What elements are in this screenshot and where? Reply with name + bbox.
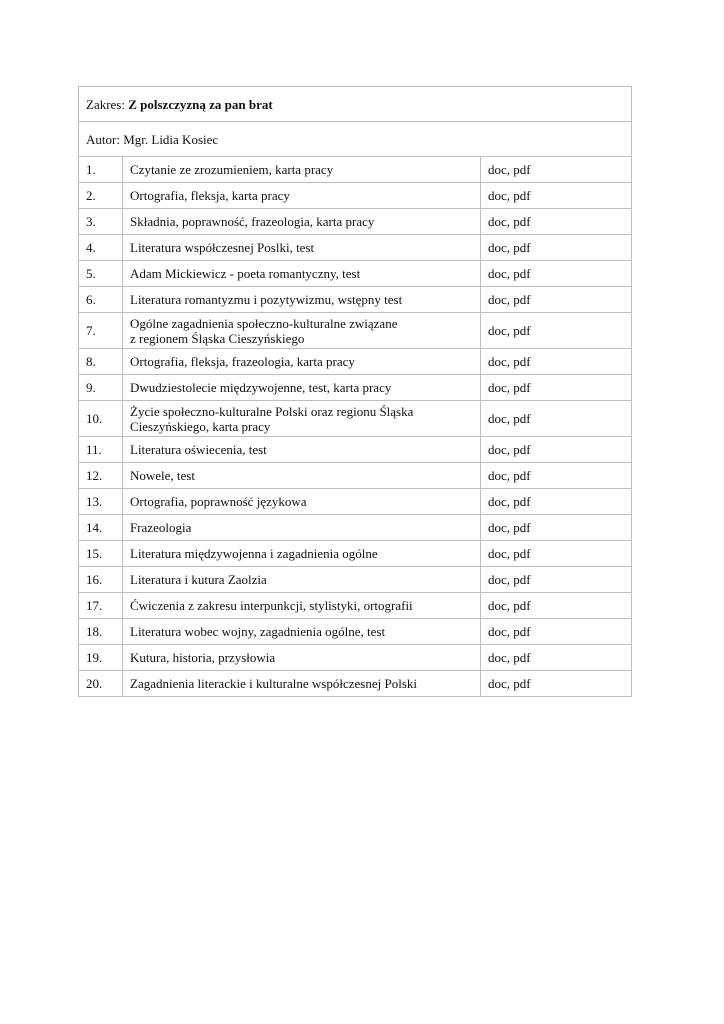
row-title-line: Kutura, historia, przysłowia [130, 650, 276, 665]
row-format: doc, pdf [481, 261, 632, 287]
row-title [123, 157, 481, 183]
row-title-line: Ortografia, poprawność językowa [130, 494, 307, 509]
row-title-line: Składnia, poprawność, frazeologia, karta pracy [130, 214, 375, 229]
table-row [79, 489, 632, 515]
row-format: doc, pdf [481, 489, 632, 515]
table-row [79, 287, 632, 313]
autor-label: Autor: [86, 131, 120, 147]
table-row [79, 645, 632, 671]
row-title-line: Nowele, test [130, 468, 195, 483]
row-title [123, 593, 481, 619]
row-number: 4. [79, 235, 123, 261]
autor-cell [79, 122, 632, 157]
row-title-line: Ćwiczenia z zakresu interpunkcji, stylistyki, ortografii [130, 598, 413, 613]
row-format: doc, pdf [481, 287, 632, 313]
row-title-line: Ortografia, fleksja, frazeologia, karta pracy [130, 354, 355, 369]
row-format: doc, pdf [481, 157, 632, 183]
table-row [79, 183, 632, 209]
table-row [79, 463, 632, 489]
autor-row [79, 122, 632, 157]
row-title-line: Adam Mickiewicz - poeta romantyczny, test [130, 266, 361, 281]
row-number: 12. [79, 463, 123, 489]
row-number: 8. [79, 349, 123, 375]
row-format: doc, pdf [481, 235, 632, 261]
row-title [123, 567, 481, 593]
row-format: doc, pdf [481, 437, 632, 463]
table-row [79, 593, 632, 619]
row-number: 11. [79, 437, 123, 463]
table-row [79, 261, 632, 287]
row-title [123, 437, 481, 463]
zakres-cell [79, 87, 632, 122]
row-number: 5. [79, 261, 123, 287]
table-row [79, 235, 632, 261]
row-number: 16. [79, 567, 123, 593]
table-row [79, 401, 632, 437]
row-title-line: Ogólne zagadnienia społeczno-kulturalne związane [130, 315, 398, 331]
table-row [79, 375, 632, 401]
row-title-line: Literatura współczesnej Poslki, test [130, 240, 315, 255]
row-number: 18. [79, 619, 123, 645]
row-format: doc, pdf [481, 671, 632, 697]
table-row [79, 567, 632, 593]
row-title [123, 619, 481, 645]
row-number: 7. [79, 313, 123, 349]
row-format: doc, pdf [481, 593, 632, 619]
row-number: 13. [79, 489, 123, 515]
row-number: 19. [79, 645, 123, 671]
row-title [123, 463, 481, 489]
row-title [123, 287, 481, 313]
row-format: doc, pdf [481, 183, 632, 209]
row-number: 9. [79, 375, 123, 401]
row-format: doc, pdf [481, 645, 632, 671]
row-title [123, 401, 481, 437]
row-title-line: z regionem Śląska Cieszyńskiego [130, 330, 305, 346]
row-format: doc, pdf [481, 375, 632, 401]
row-number: 14. [79, 515, 123, 541]
row-title-line: Ortografia, fleksja, karta pracy [130, 188, 290, 203]
row-number: 3. [79, 209, 123, 235]
table-row [79, 349, 632, 375]
row-number: 2. [79, 183, 123, 209]
row-title [123, 671, 481, 697]
row-title [123, 209, 481, 235]
table-row [79, 209, 632, 235]
row-format: doc, pdf [481, 401, 632, 437]
row-title-line: Frazeologia [130, 520, 192, 535]
row-title-line: Literatura oświecenia, test [130, 442, 267, 457]
table-row [79, 515, 632, 541]
materials-table-body [79, 87, 632, 697]
table-row [79, 157, 632, 183]
row-title-line: Literatura romantyzmu i pozytywizmu, wstępny test [130, 292, 403, 307]
row-title-line: Czytanie ze zrozumieniem, karta pracy [130, 162, 334, 177]
row-title [123, 235, 481, 261]
row-title [123, 645, 481, 671]
materials-table [78, 86, 632, 697]
row-title-line: Cieszyńskiego, karta pracy [130, 418, 271, 434]
row-title-line: Zagadnienia literackie i kulturalne współczesnej Polski [130, 676, 417, 691]
row-number: 17. [79, 593, 123, 619]
zakres-value: Z polszczyzną za pan brat [128, 96, 273, 112]
table-row [79, 437, 632, 463]
row-title-line: Dwudziestolecie międzywojenne, test, karta pracy [130, 380, 392, 395]
table-row [79, 619, 632, 645]
row-title-line: Literatura wobec wojny, zagadnienia ogólne, test [130, 624, 386, 639]
row-format: doc, pdf [481, 463, 632, 489]
zakres-label: Zakres: [86, 96, 125, 112]
row-title-line: Literatura i kutura Zaolzia [130, 572, 267, 587]
row-title [123, 541, 481, 567]
table-row [79, 541, 632, 567]
row-format: doc, pdf [481, 349, 632, 375]
row-number: 1. [79, 157, 123, 183]
autor-value: Mgr. Lidia Kosiec [123, 131, 219, 147]
row-format: doc, pdf [481, 567, 632, 593]
row-format: doc, pdf [481, 313, 632, 349]
row-format: doc, pdf [481, 541, 632, 567]
row-title [123, 183, 481, 209]
table-row [79, 313, 632, 349]
row-title-line: Literatura międzywojenna i zagadnienia ogólne [130, 546, 378, 561]
row-format: doc, pdf [481, 619, 632, 645]
row-title [123, 313, 481, 349]
table-row [79, 671, 632, 697]
row-title [123, 515, 481, 541]
row-title-line: Życie społeczno-kulturalne Polski oraz regionu Śląska [130, 403, 414, 419]
row-number: 10. [79, 401, 123, 437]
row-title [123, 261, 481, 287]
row-title [123, 349, 481, 375]
row-format: doc, pdf [481, 209, 632, 235]
row-title [123, 489, 481, 515]
row-title [123, 375, 481, 401]
row-number: 6. [79, 287, 123, 313]
zakres-row [79, 87, 632, 122]
row-number: 15. [79, 541, 123, 567]
row-format: doc, pdf [481, 515, 632, 541]
row-number: 20. [79, 671, 123, 697]
